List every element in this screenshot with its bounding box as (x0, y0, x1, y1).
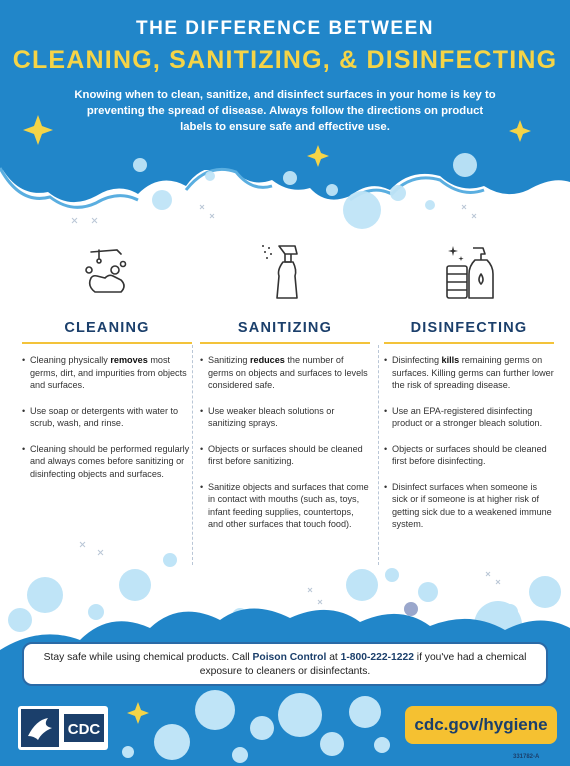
hand-soap-icon (77, 240, 137, 300)
list-item: • Objects or surfaces should be cleaned first before sanitizing. (200, 443, 370, 468)
list-item: • Use an EPA-registered disinfecting product or a stronger bleach solution. (384, 405, 554, 430)
cdc-logo (18, 706, 108, 750)
bullet-list (384, 354, 554, 531)
column-disinfecting (384, 240, 554, 544)
column-heading: CLEANING (22, 320, 192, 344)
list-item: • Sanitizing reduces the number of germs on objects and surfaces to levels considered safe. (200, 354, 370, 392)
title-line-1: THE DIFFERENCE BETWEEN (136, 18, 434, 39)
poison-control-notice: Stay safe while using chemical products. Call Poison Control at 1-800-222-1222 if you've had a chemical exposure to cleaners or disinfectants. (22, 642, 548, 686)
spray-bottle-icon (255, 240, 315, 300)
disinfectant-bottle-icon (439, 240, 499, 300)
column-cleaning (22, 240, 192, 493)
list-item: • Cleaning should be performed regularly and always comes before sanitizing or disinfecting objects and surfaces. (22, 443, 192, 481)
website-link[interactable]: cdc.gov/hygiene (405, 706, 557, 744)
title-line-2: CLEANING, SANITIZING, & DISINFECTING (12, 46, 558, 74)
list-item: • Disinfecting kills remaining germs on surfaces. Killing germs can further lower the risk of spreading disease. (384, 354, 554, 392)
column-divider (378, 345, 380, 565)
list-item: • Objects or surfaces should be cleaned first before disinfecting. (384, 443, 554, 468)
list-item: • Disinfect surfaces when someone is sick or if someone is at higher risk of getting sick due to a weakened immune system. (384, 481, 554, 531)
list-item: • Sanitize objects and surfaces that come in contact with mouths (such as, toys, infant feeding supplies, countertops, and other surfaces that touch food). (200, 481, 370, 531)
column-divider (192, 345, 194, 565)
document-code: 331782-A (513, 754, 540, 760)
intro-text: Knowing when to clean, sanitize, and disinfect surfaces in your home is key to preventing the spread of disease. Always follow the directions on product labels to ensure safe and effective use. (74, 89, 496, 133)
svg-text:CDC: CDC (67, 721, 101, 738)
poison-control-label: Poison Control (252, 652, 327, 663)
column-sanitizing (200, 240, 370, 544)
column-heading: DISINFECTING (384, 320, 554, 344)
list-item: • Cleaning physically removes most germs, dirt, and impurities from objects and surfaces. (22, 354, 192, 392)
header (0, 18, 570, 135)
list-item: • Use soap or detergents with water to scrub, wash, and rinse. (22, 405, 192, 430)
bullet-list (22, 354, 192, 480)
bullet-list (200, 354, 370, 531)
phone-number: 1-800-222-1222 (340, 652, 414, 663)
column-heading: SANITIZING (200, 320, 370, 344)
list-item: • Use weaker bleach solutions or sanitizing sprays. (200, 405, 370, 430)
